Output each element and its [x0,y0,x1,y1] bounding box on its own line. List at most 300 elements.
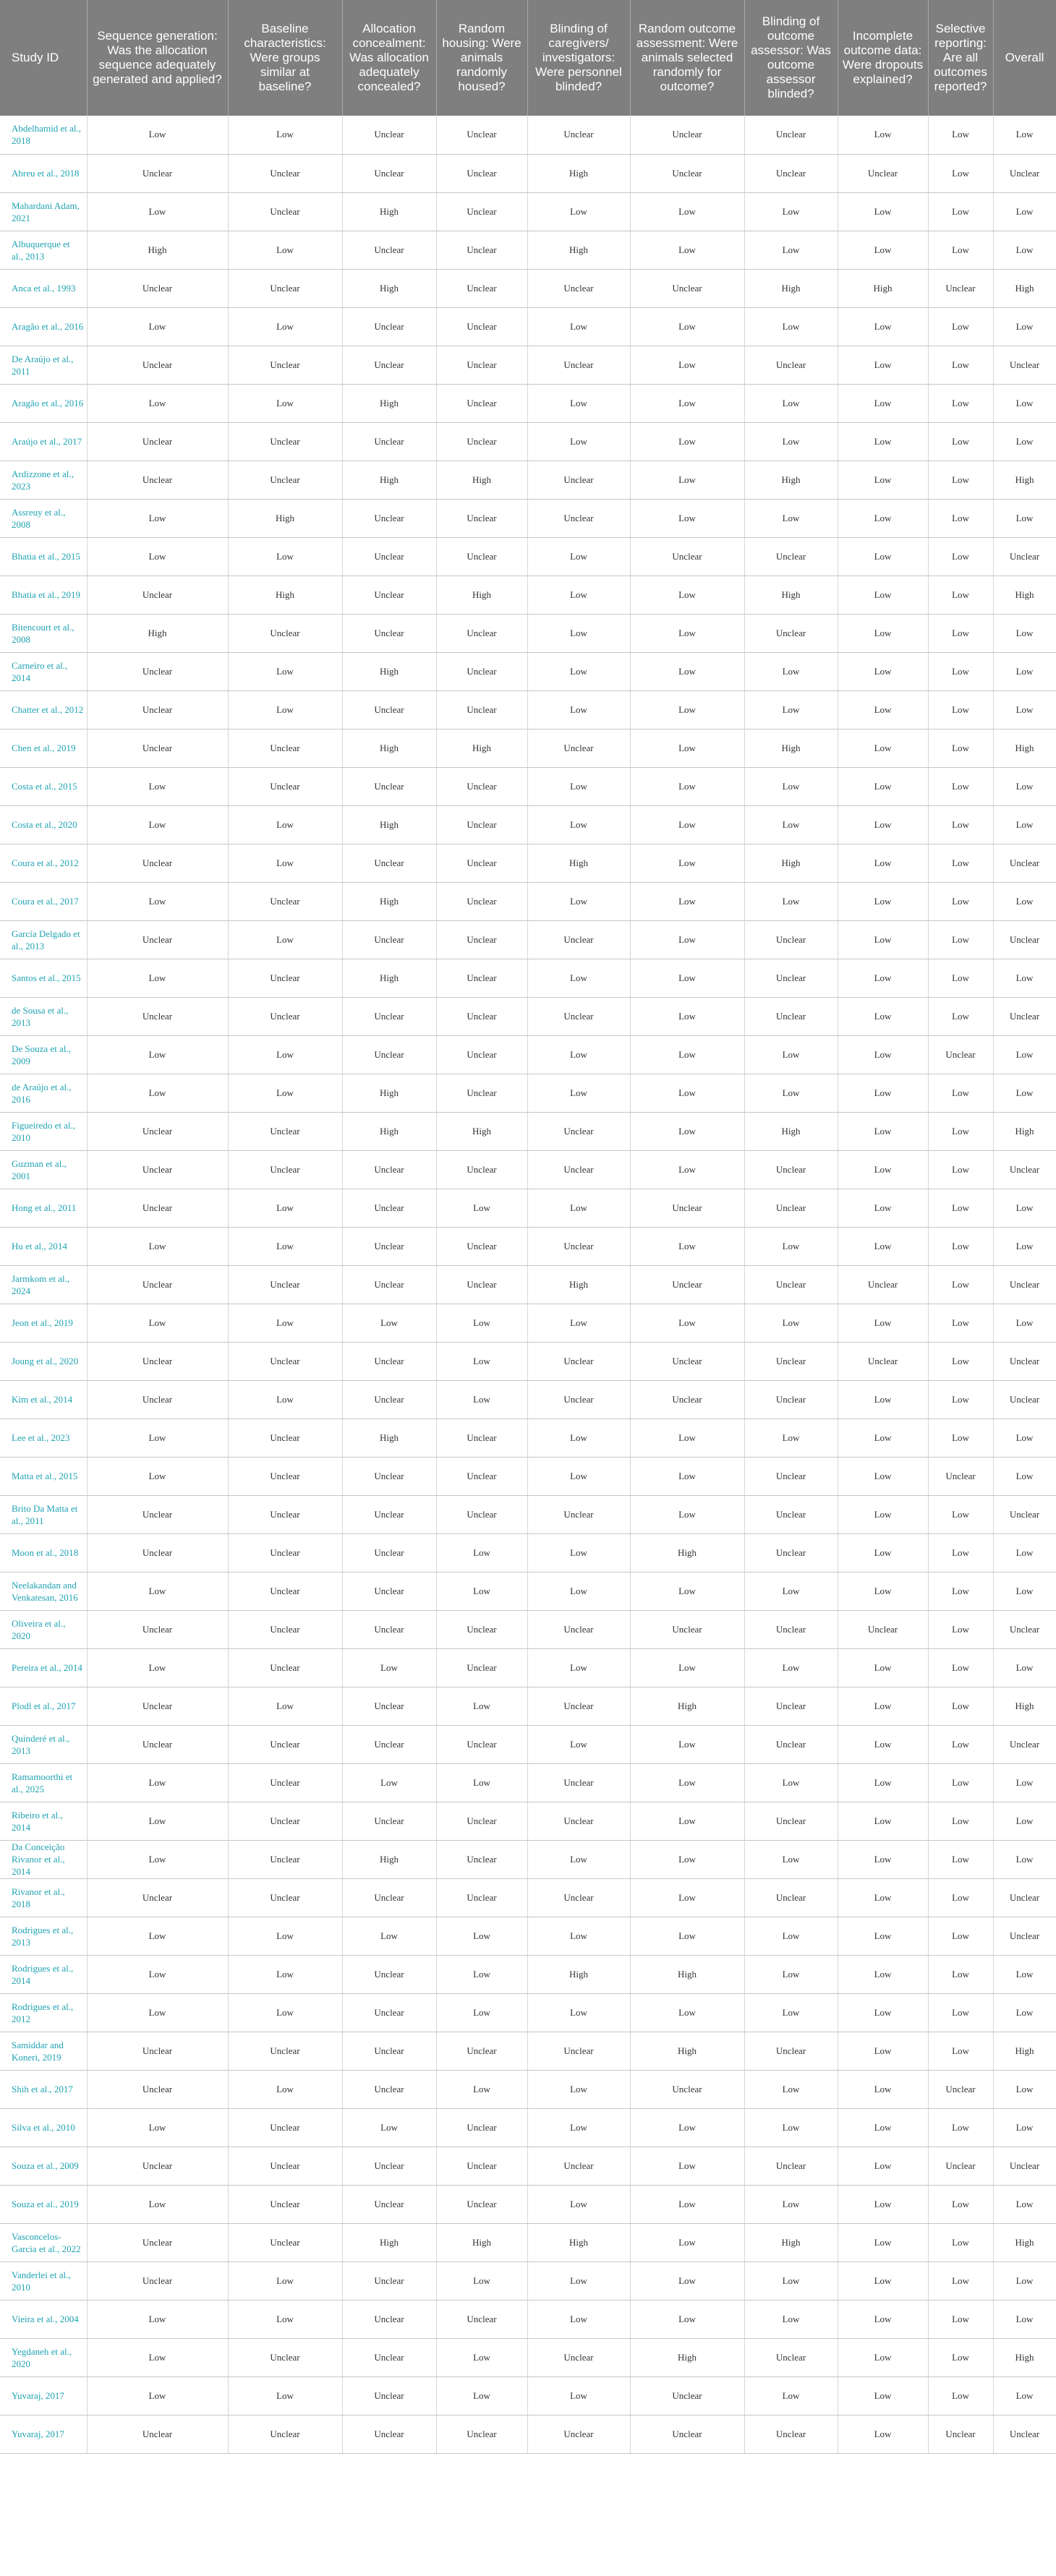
study-id-link[interactable]: Pereira et al., 2014 [0,1648,87,1687]
rating-cell: Low [993,2300,1056,2338]
rating-cell: Low [436,1342,527,1380]
rating-cell: Low [87,116,228,154]
rating-cell: Unclear [436,1227,527,1265]
table-row [0,1878,1056,1917]
rating-cell: High [342,1840,436,1878]
rating-cell: Low [342,2108,436,2147]
rating-cell: Unclear [87,1112,228,1150]
study-id-link[interactable]: Vasconcelos-Garcia et al., 2022 [0,2223,87,2262]
study-id-link[interactable]: Hu et al., 2014 [0,1227,87,1265]
study-id-link[interactable]: Aragão et al., 2016 [0,307,87,346]
column-header-allocation-concealment: Allocation concealment: Was allocation adequately concealed? [342,0,436,116]
rating-cell: Unclear [527,1380,630,1418]
study-id-link[interactable]: Abdelhamid et al., 2018 [0,116,87,154]
rating-cell: Unclear [342,1533,436,1572]
rating-cell: Low [630,882,744,920]
rating-cell: Unclear [436,1265,527,1304]
rating-cell: Unclear [744,116,838,154]
rating-cell: Low [527,1840,630,1878]
rating-cell: Low [87,1035,228,1074]
rating-cell: Unclear [87,1687,228,1725]
study-id-link[interactable]: Vieira et al., 2004 [0,2300,87,2338]
rating-cell: Low [630,1878,744,1917]
rating-cell: Unclear [87,690,228,729]
rating-cell: Low [228,1380,342,1418]
rating-cell: High [744,575,838,614]
study-id-link[interactable]: Figueiredo et al., 2010 [0,1112,87,1150]
rating-cell: High [993,2032,1056,2070]
rating-cell: Unclear [744,2032,838,2070]
rating-cell: Unclear [342,2376,436,2415]
rating-cell: Unclear [436,192,527,231]
rating-cell: Low [838,1802,928,1840]
rating-cell: Low [527,1572,630,1610]
rating-cell: High [342,269,436,307]
rating-cell: Unclear [342,1725,436,1763]
rating-cell: Low [993,1457,1056,1495]
study-id-link[interactable]: Kim et al., 2014 [0,1380,87,1418]
rating-cell: Low [228,1035,342,1074]
study-id-link[interactable]: De Araújo et al., 2011 [0,346,87,384]
rating-cell: High [744,729,838,767]
rating-cell: Low [744,882,838,920]
rating-cell: Low [436,1687,527,1725]
rating-cell: Unclear [87,575,228,614]
study-id-link[interactable]: Hong et al., 2011 [0,1189,87,1227]
rating-cell: Unclear [744,1878,838,1917]
study-id-link[interactable]: Yuvaraj, 2017 [0,2415,87,2453]
study-id-link[interactable]: Plodl et al., 2017 [0,1687,87,1725]
table-row [0,1150,1056,1189]
rating-cell: Low [228,920,342,959]
rating-cell: Low [993,652,1056,690]
rating-cell: Unclear [342,2032,436,2070]
rating-cell: Low [630,575,744,614]
table-row [0,575,1056,614]
rating-cell: Unclear [928,2415,993,2453]
rating-cell: Low [744,2070,838,2108]
rating-cell: High [838,269,928,307]
rating-cell: Unclear [630,154,744,192]
rating-cell: Unclear [838,1610,928,1648]
rating-cell: Low [87,1457,228,1495]
study-id-link[interactable]: Costa et al., 2015 [0,767,87,805]
study-id-link[interactable]: Lee et al., 2023 [0,1418,87,1457]
rating-cell: Unclear [993,1878,1056,1917]
rating-cell: Low [630,1112,744,1150]
study-id-link[interactable]: García Delgado et al., 2013 [0,920,87,959]
rating-cell: Unclear [228,269,342,307]
table-row [0,997,1056,1035]
rating-cell: Low [744,1955,838,1993]
rating-cell: Unclear [342,920,436,959]
study-id-link[interactable]: Ramamoorthi et al., 2025 [0,1763,87,1802]
rating-cell: High [342,1418,436,1457]
study-id-link[interactable]: Ardizzone et al., 2023 [0,461,87,499]
rating-cell: Low [744,1304,838,1342]
rating-cell: Low [228,231,342,269]
table-row [0,767,1056,805]
rating-cell: Low [838,2108,928,2147]
study-id-link[interactable]: Quinderé et al., 2013 [0,1725,87,1763]
rating-cell: Unclear [228,1763,342,1802]
rating-cell: Low [630,384,744,422]
rating-cell: Unclear [342,844,436,882]
study-id-link[interactable]: Guzman et al., 2001 [0,1150,87,1189]
rating-cell: Low [838,959,928,997]
study-id-link[interactable]: Vanderlei et al., 2010 [0,2262,87,2300]
rating-cell: Unclear [436,920,527,959]
rating-cell: Low [993,1304,1056,1342]
table-row [0,1763,1056,1802]
study-id-link[interactable]: Jeon et al., 2019 [0,1304,87,1342]
rating-cell: Unclear [436,1150,527,1189]
study-id-link[interactable]: Neelakandan and Venkatesan, 2016 [0,1572,87,1610]
study-id-link[interactable]: Chen et al., 2019 [0,729,87,767]
study-id-link[interactable]: Carneiro et al., 2014 [0,652,87,690]
rating-cell: Unclear [993,2147,1056,2185]
table-row [0,1840,1056,1878]
rating-cell: Low [87,384,228,422]
table-row [0,2300,1056,2338]
rating-cell: Low [993,690,1056,729]
rating-cell: Low [87,1648,228,1687]
rating-cell: High [744,269,838,307]
study-id-link[interactable]: de Sousa et al., 2013 [0,997,87,1035]
rating-cell: Unclear [527,2032,630,2070]
rating-cell: Low [928,997,993,1035]
rating-cell: Low [436,2070,527,2108]
study-id-link[interactable]: Ribeiro et al., 2014 [0,1802,87,1840]
rating-cell: Low [928,231,993,269]
table-row [0,1342,1056,1380]
rating-cell: Low [87,1955,228,1993]
table-row [0,1189,1056,1227]
rating-cell: High [993,2338,1056,2376]
rating-cell: High [228,575,342,614]
rating-cell: Unclear [436,1878,527,1917]
table-row [0,154,1056,192]
rating-cell: Low [838,1955,928,1993]
rating-cell: Low [630,1648,744,1687]
rating-cell: Low [838,2147,928,2185]
rating-cell: Low [928,805,993,844]
rating-cell: Unclear [228,2032,342,2070]
rating-cell: Unclear [744,1687,838,1725]
study-id-link[interactable]: Aragão et al., 2016 [0,384,87,422]
rating-cell: Low [630,1304,744,1342]
study-id-link[interactable]: Yuvaraj, 2017 [0,2376,87,2415]
rating-cell: Low [838,116,928,154]
rating-cell: Low [993,959,1056,997]
table-row [0,2223,1056,2262]
rating-cell: Unclear [342,2262,436,2300]
rating-cell: High [527,1955,630,1993]
rating-cell: Unclear [228,1725,342,1763]
rating-cell: Unclear [630,269,744,307]
rating-cell: Unclear [527,116,630,154]
rating-cell: Unclear [838,1265,928,1304]
rating-cell: Unclear [744,1380,838,1418]
rating-cell: Unclear [993,1610,1056,1648]
rating-cell: Low [630,2147,744,2185]
rating-cell: Low [928,652,993,690]
rating-cell: Unclear [630,1189,744,1227]
table-row [0,1112,1056,1150]
rating-cell: Unclear [228,192,342,231]
rating-cell: Unclear [436,2185,527,2223]
rating-cell: High [342,1112,436,1150]
rating-cell: Unclear [228,767,342,805]
rating-cell: Unclear [928,269,993,307]
rating-cell: Unclear [228,997,342,1035]
rating-cell: Low [342,1917,436,1955]
rating-cell: High [993,575,1056,614]
study-id-link[interactable]: de Araújo et al., 2016 [0,1074,87,1112]
table-row [0,1495,1056,1533]
rating-cell: Low [228,1993,342,2032]
rating-cell: Unclear [527,1227,630,1265]
rating-cell: High [527,231,630,269]
rating-cell: Low [838,1993,928,2032]
rating-cell: Unclear [436,1457,527,1495]
table-row [0,882,1056,920]
rating-cell: Low [87,2185,228,2223]
rating-cell: Low [87,307,228,346]
rating-cell: Low [928,116,993,154]
rating-cell: Low [87,1917,228,1955]
rating-cell: Low [993,231,1056,269]
rating-cell: Low [744,690,838,729]
rating-cell: Low [928,1189,993,1227]
study-id-link[interactable]: Brito Da Matta et al., 2011 [0,1495,87,1533]
rating-cell: Low [993,1572,1056,1610]
study-id-link[interactable]: Rodrigues et al., 2012 [0,1993,87,2032]
rating-cell: Low [527,2376,630,2415]
rating-cell: Unclear [436,116,527,154]
study-id-link[interactable]: Santos et al., 2015 [0,959,87,997]
rating-cell: Low [838,1418,928,1457]
rating-cell: Unclear [228,1840,342,1878]
rating-cell: Low [928,1802,993,1840]
rating-cell: Low [630,1150,744,1189]
rating-cell: High [630,1533,744,1572]
study-id-link[interactable]: Rivanor et al., 2018 [0,1878,87,1917]
rating-cell: Low [928,1840,993,1878]
rating-cell: Low [838,1227,928,1265]
rating-cell: Unclear [87,2070,228,2108]
study-id-link[interactable]: Jarmkom et al., 2024 [0,1265,87,1304]
rating-cell: Low [744,2262,838,2300]
rating-cell: Low [928,2185,993,2223]
rating-cell: Unclear [630,2376,744,2415]
rating-cell: Low [527,2300,630,2338]
rating-cell: High [993,461,1056,499]
rating-cell: Low [838,2376,928,2415]
rating-cell: Low [838,2300,928,2338]
rating-cell: Low [527,882,630,920]
rating-cell: Low [928,154,993,192]
rating-cell: Low [527,652,630,690]
study-id-link[interactable]: Joung et al., 2020 [0,1342,87,1380]
rating-cell: Low [928,2376,993,2415]
rating-cell: Low [87,1802,228,1840]
study-id-link[interactable]: Anca et al., 1993 [0,269,87,307]
rating-cell: Unclear [744,1457,838,1495]
rating-cell: Unclear [436,2108,527,2147]
rating-cell: Low [527,2108,630,2147]
rating-cell: Low [228,1955,342,1993]
rating-cell: Low [993,1955,1056,1993]
rating-cell: Unclear [228,2223,342,2262]
rating-cell: Unclear [228,1112,342,1150]
study-id-link[interactable]: Coura et al., 2017 [0,882,87,920]
table-row [0,1227,1056,1265]
rating-cell: Low [228,307,342,346]
study-id-link[interactable]: Abreu et al., 2018 [0,154,87,192]
rating-cell: Unclear [87,2415,228,2453]
rating-cell: Unclear [228,1878,342,1917]
study-id-link[interactable]: Assreuy et al., 2008 [0,499,87,537]
rating-cell: Low [630,2262,744,2300]
study-id-link[interactable]: Rodrigues et al., 2013 [0,1917,87,1955]
rating-cell: Unclear [87,2262,228,2300]
rating-cell: High [993,2223,1056,2262]
rating-cell: Unclear [436,2415,527,2453]
rating-cell: Low [838,1304,928,1342]
study-id-link[interactable]: De Souza et al., 2009 [0,1035,87,1074]
rating-cell: Unclear [928,1457,993,1495]
rating-cell: Unclear [527,2415,630,2453]
table-row [0,1418,1056,1457]
study-id-link[interactable]: Albuquerque et al., 2013 [0,231,87,269]
rating-cell: Low [744,2108,838,2147]
rating-cell: Unclear [630,1610,744,1648]
study-id-link[interactable]: Bhatia et al., 2015 [0,537,87,575]
table-row [0,499,1056,537]
table-row [0,1304,1056,1342]
rating-cell: Unclear [342,2070,436,2108]
rating-cell: Unclear [527,2338,630,2376]
rating-cell: Low [838,1495,928,1533]
rating-cell: Unclear [342,346,436,384]
rating-cell: Low [744,1763,838,1802]
table-row [0,690,1056,729]
rating-cell: Low [436,1189,527,1227]
column-header-selective-reporting: Selective reporting: Are all outcomes reported? [928,0,993,116]
rating-cell: Low [630,805,744,844]
study-id-link[interactable]: Mahardani Adam, 2021 [0,192,87,231]
rating-cell: Low [630,231,744,269]
rating-cell: Unclear [87,729,228,767]
study-id-link[interactable]: Chatter et al., 2012 [0,690,87,729]
study-id-link[interactable]: Bhatia et al., 2019 [0,575,87,614]
rating-cell: Low [436,1533,527,1572]
rating-cell: Unclear [228,1457,342,1495]
study-id-link[interactable]: Samiddar and Koneri, 2019 [0,2032,87,2070]
rating-cell: Low [87,1840,228,1878]
column-header-sequence-generation: Sequence generation: Was the allocation sequence adequately generated and applied? [87,0,228,116]
table-row [0,1457,1056,1495]
rating-cell: Low [87,1572,228,1610]
rating-cell: Unclear [228,1150,342,1189]
rating-cell: Unclear [228,1572,342,1610]
study-id-link[interactable]: Costa et al., 2020 [0,805,87,844]
rating-cell: Low [838,537,928,575]
rating-cell: Low [928,384,993,422]
rating-cell: Unclear [228,1648,342,1687]
rating-cell: Unclear [342,997,436,1035]
rating-cell: Low [838,729,928,767]
rating-cell: High [342,652,436,690]
study-id-link[interactable]: Oliveira et al., 2020 [0,1610,87,1648]
rating-cell: Unclear [342,2300,436,2338]
study-id-link[interactable]: Souza et al., 2019 [0,2185,87,2223]
rating-cell: Low [838,690,928,729]
rating-cell: Low [527,575,630,614]
rating-cell: Unclear [527,1610,630,1648]
rating-cell: Low [838,614,928,652]
rating-cell: Low [228,384,342,422]
rating-cell: Low [838,1189,928,1227]
rating-cell: Low [436,2376,527,2415]
rating-cell: Low [342,1304,436,1342]
rating-cell: Low [744,2376,838,2415]
rating-cell: Low [744,1074,838,1112]
rating-cell: Unclear [342,1457,436,1495]
rating-cell: Unclear [342,1993,436,2032]
rating-cell: Unclear [436,2147,527,2185]
rating-cell: Unclear [630,1265,744,1304]
rating-cell: Unclear [527,1763,630,1802]
rating-cell: Unclear [342,614,436,652]
table-row [0,805,1056,844]
rating-cell: Low [993,499,1056,537]
rating-cell: Unclear [87,1189,228,1227]
table-row [0,2376,1056,2415]
study-id-link[interactable]: Matta et al., 2015 [0,1457,87,1495]
rating-cell: Low [228,2070,342,2108]
study-id-link[interactable]: Souza et al., 2009 [0,2147,87,2185]
rating-cell: Low [228,690,342,729]
rating-cell: Low [527,1304,630,1342]
rating-cell: Unclear [436,1610,527,1648]
rating-cell: Unclear [87,920,228,959]
rating-cell: Low [527,1418,630,1457]
rating-cell: Low [630,1917,744,1955]
study-id-link[interactable]: Yegdaneh et al., 2020 [0,2338,87,2376]
rating-cell: Low [928,767,993,805]
study-id-link[interactable]: Coura et al., 2012 [0,844,87,882]
study-id-link[interactable]: Shih et al., 2017 [0,2070,87,2108]
rating-cell: Unclear [744,1802,838,1840]
study-id-link[interactable]: Da Conceição Rivanor et al., 2014 [0,1840,87,1878]
rating-cell: Low [928,461,993,499]
study-id-link[interactable]: Moon et al., 2018 [0,1533,87,1572]
rating-cell: Low [228,537,342,575]
rating-cell: Low [928,1533,993,1572]
study-id-link[interactable]: Araújo et al., 2017 [0,422,87,461]
rating-cell: Low [928,1955,993,1993]
rating-cell: Low [928,1610,993,1648]
study-id-link[interactable]: Silva et al., 2010 [0,2108,87,2147]
rating-cell: Unclear [993,1150,1056,1189]
study-id-link[interactable]: Rodrigues et al., 2014 [0,1955,87,1993]
study-id-link[interactable]: Bitencourt et al., 2008 [0,614,87,652]
rating-cell: Low [436,1572,527,1610]
rating-cell: Low [228,1189,342,1227]
rating-cell: Unclear [436,346,527,384]
